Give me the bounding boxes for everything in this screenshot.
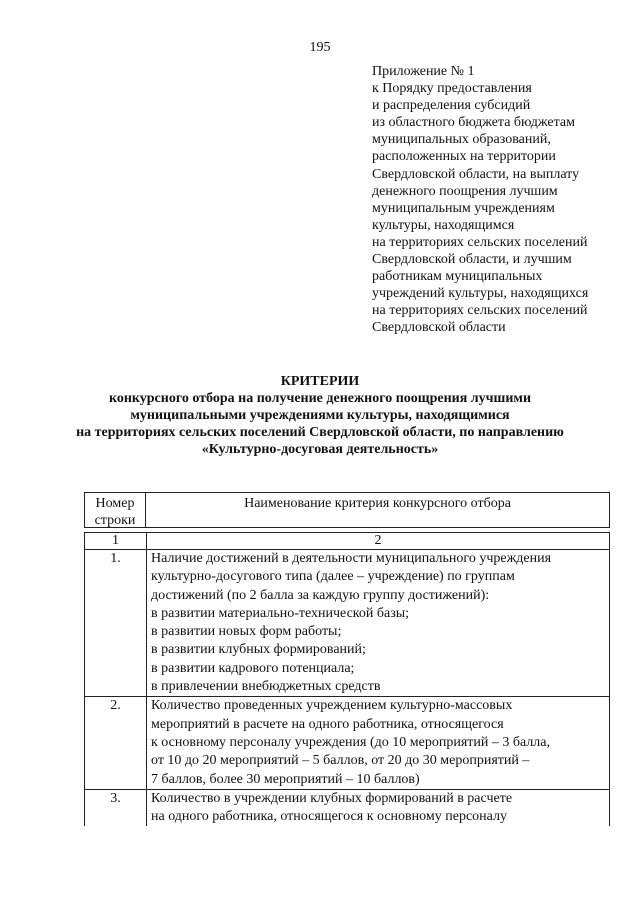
criterion-line: культурно-досугового типа (далее – учреждение) по группам [151,569,515,585]
header-criterion-name: Наименование критерия конкурсного отбора [244,496,511,511]
column-number: 2 [147,533,610,550]
table-header [84,492,610,528]
appendix-line: муниципальных образований, [372,132,551,148]
appendix-line: Свердловской области [372,320,506,336]
column-numbers-row [85,533,610,550]
appendix-line: на территориях сельских поселений [372,303,588,319]
title-line: на территориях сельских поселений Свердловской области, по направлению [76,425,564,440]
title-line: конкурсного отбора на получение денежного поощрения лучшими [108,391,532,406]
appendix-line: работникам муниципальных [372,269,543,285]
appendix-line: Свердловской области, и лучшим [372,252,572,268]
row-number: 3. [85,789,147,826]
row-number: 1. [85,550,147,697]
criterion-line: от 10 до 20 мероприятий – 5 баллов, от 20 до 30 мероприятий – [151,753,530,769]
appendix-line: учреждений культуры, находящихся [372,286,589,302]
appendix-line: расположенных на территории [372,149,556,165]
criterion-line: Количество в учреждении клубных формирований в расчете [151,790,513,806]
criterion-line: к основному персоналу учреждения (до 10 мероприятий – 3 балла, [151,734,551,750]
row-criterion [147,697,610,789]
criterion-line: в развитии новых форм работы; [151,624,342,640]
criteria-table [84,532,610,826]
appendix-line: и распределения субсидий [372,98,531,114]
criterion-line: мероприятий в расчете на одного работника, относящегося [151,716,504,732]
header-row-number [85,493,146,527]
criterion-line: в привлечении внебюджетных средств [151,679,381,695]
appendix-line: к Порядку предоставления [372,81,532,97]
column-number: 1 [85,533,147,550]
row-criterion [147,550,610,697]
appendix-line: Приложение № 1 [372,64,475,79]
table-row [85,789,610,826]
appendix-line: на территориях сельских поселений [372,234,588,250]
criterion-line: в развитии материально-технической базы; [151,605,410,621]
criterion-line: достижений (по 2 балла за каждую группу достижений): [151,587,490,603]
header-row-number-line1: Номер [95,496,135,511]
criterion-line: в развитии клубных формирований; [151,642,366,658]
appendix-line: денежного поощрения лучшим [372,183,558,199]
row-criterion [147,789,610,826]
title-line: «Культурно-досуговая деятельность» [201,442,439,457]
page-number: 195 [309,40,331,55]
appendix-note [372,63,632,337]
appendix-line: муниципальным учреждениям [372,200,555,216]
appendix-line: культуры, находящимся [372,217,515,233]
table-row [85,697,610,789]
criterion-line: на одного работника, относящегося к основному персоналу [151,809,507,825]
criterion-line: 7 баллов, более 30 мероприятий – 10 баллов) [151,771,420,787]
criterion-line: Количество проведенных учреждением культурно-массовых [151,698,513,714]
row-number: 2. [85,697,147,789]
criterion-line: в развитии кадрового потенциала; [151,660,355,676]
table-row [85,550,610,697]
criterion-line: Наличие достижений в деятельности муниципального учреждения [151,551,552,566]
appendix-line: из областного бюджета бюджетам [372,115,575,131]
document-title [40,373,600,458]
appendix-line: Свердловской области, на выплату [372,166,580,182]
title-heading: КРИТЕРИИ [280,374,360,389]
header-row-number-line2: строки [94,513,136,528]
title-line: муниципальными учреждениями культуры, находящимися [130,408,510,423]
